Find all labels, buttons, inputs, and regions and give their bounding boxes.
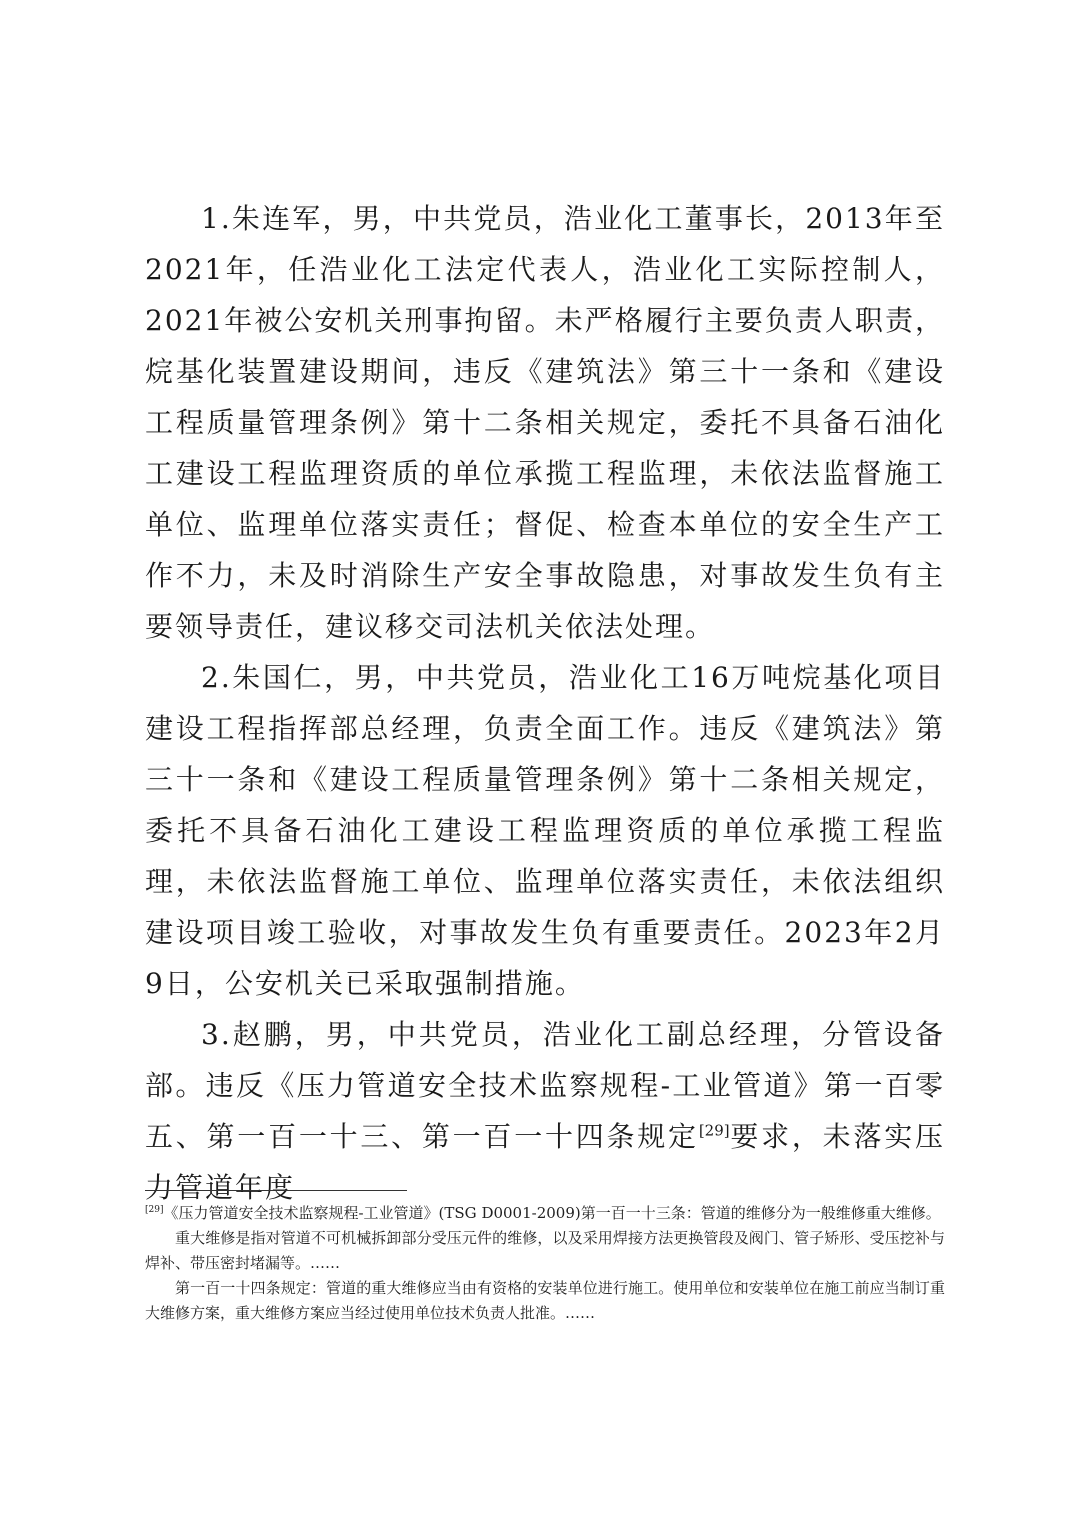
footnote-reference[interactable]: [29]: [698, 1121, 730, 1140]
paragraph-1: 1.朱连军，男，中共党员，浩业化工董事长，2013年至2021年，任浩业化工法定代表人，浩业化工实际控制人，2021年被公安机关刑事拘留。未严格履行主要负责人职责，烷基化装置建设期间，违反《建筑法》第三十一条和《建设工程质量管理条例》第十二条相关规定，委托不具备石油化工建设工程监理资质的单位承揽工程监理，未依法监督施工单位、监理单位落实责任；督促、检查本单位的安全生产工作不力，未及时消除生产安全事故隐患，对事故发生负有主要领导责任，建议移交司法机关依法处理。: [145, 202, 945, 643]
footnotes: [145, 1190, 945, 1326]
footnote-29: [145, 1201, 945, 1226]
paragraph-2: 2.朱国仁，男，中共党员，浩业化工16万吨烷基化项目建设工程指挥部总经理，负责全面工作。违反《建筑法》第三十一条和《建设工程质量管理条例》第十二条相关规定，委托不具备石油化工建设工程监理资质的单位承揽工程监理，未依法监督施工单位、监理单位落实责任，未依法组织建设项目竣工验收，对事故发生负有重要责任。2023年2月9日，公安机关已采取强制措施。: [145, 661, 945, 1000]
footnote-29-continuation-2: 第一百一十四条规定：管道的重大维修应当由有资格的安装单位进行施工。使用单位和安装单位在施工前应当制订重大维修方案，重大维修方案应当经过使用单位技术负责人批准。……: [145, 1279, 945, 1322]
paragraph-3-text-continued: 要求，未落实压力管道年度: [145, 1120, 945, 1204]
paragraph-3-text: 3.赵鹏，男，中共党员，浩业化工副总经理，分管设备部。违反《压力管道安全技术监察规程-工业管道》第一百零五、第一百一十三、第一百一十四条规定: [145, 1018, 945, 1153]
footnote-divider: [145, 1190, 407, 1191]
paragraph-3: [145, 1009, 945, 1213]
footnote-mark: [29]: [145, 1205, 164, 1215]
footnote-29-continuation-1: 重大维修是指对管道不可机械拆卸部分受压元件的维修，以及采用焊接方法更换管段及阀门、管子矫形、受压挖补与焊补、带压密封堵漏等。……: [145, 1229, 945, 1272]
main-text: [145, 193, 945, 1213]
footnote-29-text: 《压力管道安全技术监察规程-工业管道》(TSG D0001-2009)第一百一十三条：管道的维修分为一般维修重大维修。: [163, 1204, 941, 1222]
